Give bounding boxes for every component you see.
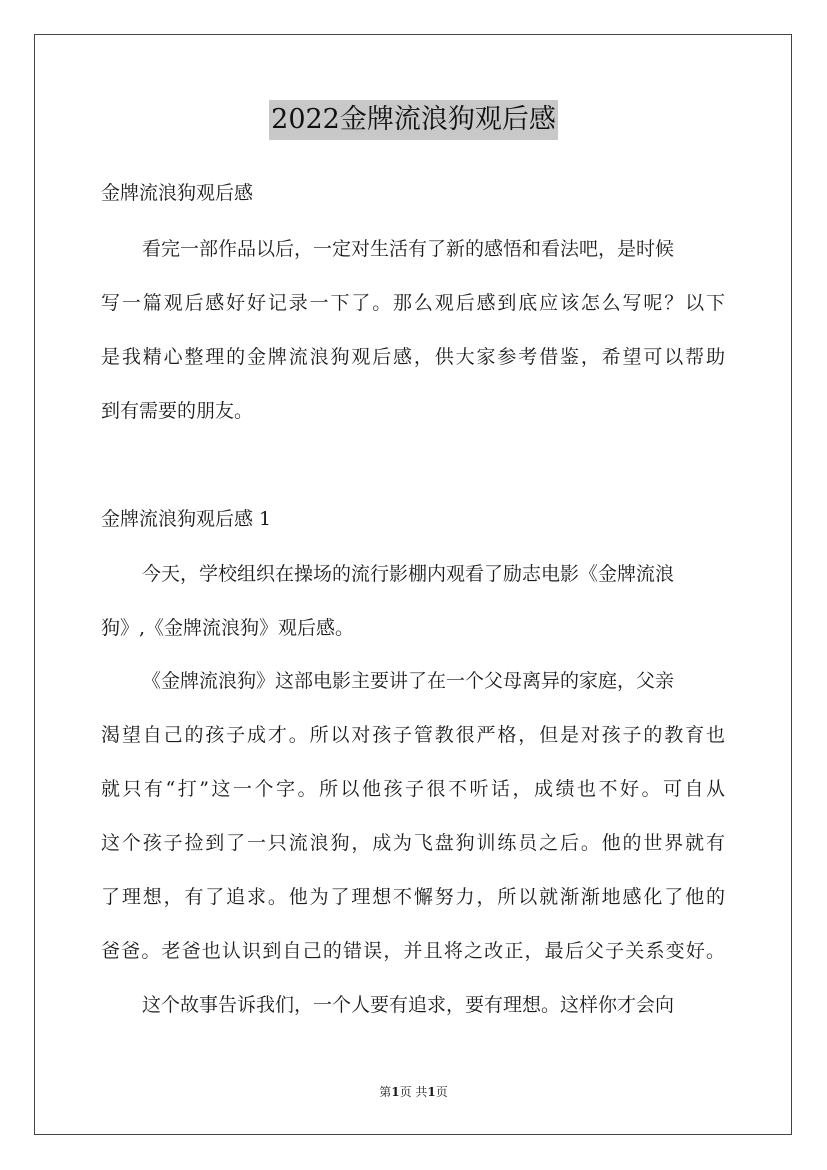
intro-line-2: 写一篇观后感好好记录一下了。那么观后感到底应该怎么写呢？以下 <box>101 292 725 314</box>
footer-prefix: 第 <box>379 1085 392 1099</box>
document-title: 2022金牌流浪狗观后感 <box>269 100 558 140</box>
footer-total-pages: 1 <box>427 1085 436 1099</box>
paragraph2-line-4: 这个孩子捡到了一只流浪狗，成为飞盘狗训练员之后。他的世界就有 <box>101 832 725 854</box>
title-wrap <box>0 100 827 140</box>
section-heading: 金牌流浪狗观后感 1 <box>101 508 272 530</box>
paragraph2-line-3: 就只有“打”这一个字。所以他孩子很不听话，成绩也不好。可自从 <box>101 778 725 800</box>
paragraph2-line-1: 《金牌流浪狗》这部电影主要讲了在一个父母离异的家庭，父亲 <box>142 670 675 692</box>
paragraph2-line-6: 爸爸。老爸也认识到自己的错误，并且将之改正，最后父子关系变好。 <box>101 940 725 962</box>
intro-line-1: 看完一部作品以后，一定对生活有了新的感悟和看法吧，是时候 <box>142 238 675 260</box>
paragraph1-line-2: 狗》,《金牌流浪狗》观后感。 <box>101 617 355 639</box>
intro-line-3: 是我精心整理的金牌流浪狗观后感，供大家参考借鉴，希望可以帮助 <box>101 346 725 368</box>
paragraph1-line-1: 今天，学校组织在操场的流行影棚内观看了励志电影《金牌流浪 <box>142 563 675 585</box>
page-footer <box>0 1083 827 1101</box>
paragraph2-line-2: 渴望自己的孩子成才。所以对孩子管教很严格，但是对孩子的教育也 <box>101 724 725 746</box>
intro-line-4: 到有需要的朋友。 <box>101 400 254 422</box>
footer-mid: 页 共 <box>399 1085 428 1099</box>
paragraph3-line-1: 这个故事告诉我们，一个人要有追求，要有理想。这样你才会向 <box>142 994 675 1016</box>
footer-suffix: 页 <box>435 1085 448 1099</box>
paragraph2-line-5: 了理想，有了追求。他为了理想不懈努力，所以就渐渐地感化了他的 <box>101 886 725 908</box>
footer-page-number: 1 <box>391 1085 400 1099</box>
document-subtitle: 金牌流浪狗观后感 <box>101 182 254 204</box>
